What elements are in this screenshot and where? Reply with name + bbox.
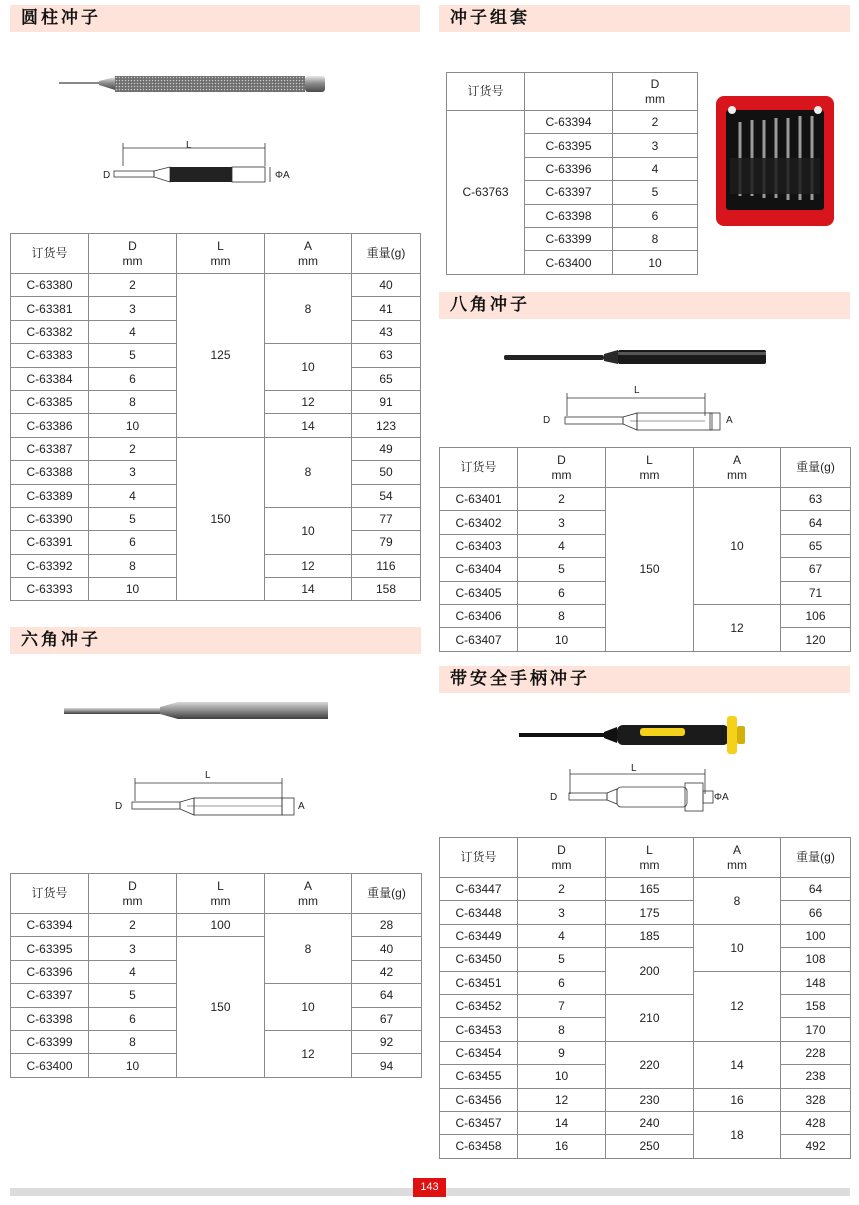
table-cell: 6 <box>518 971 606 994</box>
dim-label-d: D <box>103 170 111 181</box>
table-cell: 12 <box>694 971 781 1041</box>
table-cell: 8 <box>89 1030 177 1053</box>
table-cell: 91 <box>352 390 421 413</box>
punch-set-kit-photo <box>716 96 834 226</box>
table-cell: 4 <box>518 924 606 947</box>
dim-label-a: ΦA <box>714 792 729 803</box>
table-cell: 108 <box>781 948 851 971</box>
table-cell: 220 <box>606 1041 694 1088</box>
safety-grip-punch-photo <box>515 712 755 758</box>
table-cell: C-63384 <box>11 367 89 390</box>
table-cell: 66 <box>781 901 851 924</box>
table-cell: C-63403 <box>440 534 518 557</box>
table-cell: 3 <box>518 511 606 534</box>
section-title-punch-set: 冲子组套 <box>439 5 850 32</box>
table-cell: C-63394 <box>11 914 89 937</box>
table-cell: C-63404 <box>440 558 518 581</box>
pin-punch-diagram <box>100 140 300 190</box>
hex-punch-diagram <box>120 775 300 820</box>
col-header-l: L mm <box>177 234 265 274</box>
dim-label-l: L <box>631 763 637 774</box>
pin-punch-photo <box>55 70 330 100</box>
table-cell: C-63405 <box>440 581 518 604</box>
dim-label-d: D <box>543 415 551 426</box>
table-cell: 158 <box>352 578 421 601</box>
table-row <box>11 914 422 937</box>
table-cell: 40 <box>352 274 421 297</box>
table-cell: 170 <box>781 1018 851 1041</box>
table-cell: 63 <box>352 344 421 367</box>
table-cell: C-63406 <box>440 604 518 627</box>
table-cell: C-63395 <box>525 134 613 157</box>
table-cell: 5 <box>518 558 606 581</box>
table-cell: 6 <box>89 531 177 554</box>
table-row <box>440 1088 851 1111</box>
table-cell: 2 <box>613 111 698 134</box>
dim-label-a: ΦA <box>275 170 290 181</box>
table-cell: 16 <box>518 1135 606 1158</box>
table-cell: 4 <box>613 157 698 180</box>
col-header-a: A mm <box>265 874 352 914</box>
table-cell: 8 <box>518 604 606 627</box>
table-cell: 116 <box>352 554 421 577</box>
table-cell: C-63449 <box>440 924 518 947</box>
col-header-d: D mm <box>613 73 698 111</box>
table-cell: 2 <box>89 274 177 297</box>
table-cell: C-63399 <box>525 227 613 250</box>
punch-set-table <box>446 72 698 275</box>
col-header-weight: 重量(g) <box>781 838 851 878</box>
table-cell: C-63451 <box>440 971 518 994</box>
table-cell: 5 <box>89 507 177 530</box>
table-cell: 64 <box>352 984 422 1007</box>
table-cell: 10 <box>694 924 781 971</box>
table-cell: 12 <box>518 1088 606 1111</box>
table-row <box>440 994 851 1017</box>
page-number: 143 <box>413 1178 446 1197</box>
table-cell: C-63448 <box>440 901 518 924</box>
dim-label-l: L <box>186 140 192 151</box>
table-cell: 6 <box>89 367 177 390</box>
table-cell: 10 <box>518 628 606 651</box>
col-header-weight: 重量(g) <box>352 234 421 274</box>
table-cell: 185 <box>606 924 694 947</box>
table-cell: C-63398 <box>525 204 613 227</box>
table-cell: 10 <box>89 414 177 437</box>
table-cell: C-63400 <box>11 1054 89 1077</box>
table-cell: 43 <box>352 320 421 343</box>
table-cell: C-63402 <box>440 511 518 534</box>
col-header-weight: 重量(g) <box>781 448 851 488</box>
table-cell: 42 <box>352 960 422 983</box>
table-cell: C-63457 <box>440 1111 518 1134</box>
table-cell: 5 <box>613 181 698 204</box>
section-title-octagonal-punch: 八角冲子 <box>439 292 850 319</box>
table-row <box>440 1041 851 1064</box>
table-cell: 79 <box>352 531 421 554</box>
table-cell: 64 <box>781 511 851 534</box>
table-cell: 2 <box>89 914 177 937</box>
col-header-l: L mm <box>177 874 265 914</box>
table-cell: C-63385 <box>11 390 89 413</box>
table-cell: 3 <box>89 297 177 320</box>
table-cell: 6 <box>613 204 698 227</box>
pin-punch-table <box>10 233 421 601</box>
table-cell: 2 <box>518 488 606 511</box>
table-cell: 2 <box>518 878 606 901</box>
table-row <box>440 924 851 947</box>
table-cell: C-63447 <box>440 878 518 901</box>
table-cell: C-63454 <box>440 1041 518 1064</box>
table-cell: C-63407 <box>440 628 518 651</box>
table-cell: 148 <box>781 971 851 994</box>
table-row <box>440 1135 851 1158</box>
table-cell: C-63455 <box>440 1065 518 1088</box>
table-cell: C-63388 <box>11 461 89 484</box>
table-cell: 8 <box>265 437 352 507</box>
table-cell: C-63450 <box>440 948 518 971</box>
table-cell: 49 <box>352 437 421 460</box>
col-header-order: 订货号 <box>440 838 518 878</box>
table-row <box>11 937 422 960</box>
table-cell: 100 <box>177 914 265 937</box>
table-cell: 5 <box>89 984 177 1007</box>
col-header-a: A mm <box>694 838 781 878</box>
table-cell: 228 <box>781 1041 851 1064</box>
table-cell: C-63397 <box>525 181 613 204</box>
table-cell: 10 <box>265 984 352 1031</box>
col-header-order: 订货号 <box>447 73 525 111</box>
table-cell: 8 <box>613 227 698 250</box>
table-cell: C-63389 <box>11 484 89 507</box>
table-cell: 8 <box>694 878 781 925</box>
table-cell: 41 <box>352 297 421 320</box>
table-cell: C-63458 <box>440 1135 518 1158</box>
table-cell: 10 <box>89 578 177 601</box>
table-cell: 3 <box>89 937 177 960</box>
table-cell: C-63380 <box>11 274 89 297</box>
table-row <box>440 1111 851 1134</box>
table-cell: 12 <box>265 1030 352 1077</box>
table-cell: 150 <box>606 488 694 652</box>
table-cell: 92 <box>352 1030 422 1053</box>
table-cell: 5 <box>518 948 606 971</box>
table-cell: C-63400 <box>525 251 613 274</box>
table-cell: 150 <box>177 437 265 601</box>
table-cell: 3 <box>89 461 177 484</box>
dim-label-a: A <box>726 415 733 426</box>
table-row <box>440 878 851 901</box>
table-cell: C-63399 <box>11 1030 89 1053</box>
table-cell: 123 <box>352 414 421 437</box>
table-cell: 2 <box>89 437 177 460</box>
dim-label-a: A <box>298 801 305 812</box>
table-cell: 6 <box>518 581 606 604</box>
table-row <box>11 274 421 297</box>
table-cell: 328 <box>781 1088 851 1111</box>
table-cell: 65 <box>352 367 421 390</box>
table-cell: 6 <box>89 1007 177 1030</box>
table-row <box>447 111 698 134</box>
dim-label-d: D <box>115 801 123 812</box>
section-title-hex-punch: 六角冲子 <box>10 627 421 654</box>
table-cell: 64 <box>781 878 851 901</box>
table-cell: 10 <box>265 344 352 391</box>
table-cell: 14 <box>694 1041 781 1088</box>
table-cell: 492 <box>781 1135 851 1158</box>
table-cell: 14 <box>265 578 352 601</box>
table-cell: 40 <box>352 937 422 960</box>
dim-label-l: L <box>634 385 640 396</box>
octagonal-punch-table <box>439 447 851 652</box>
col-header-d: D mm <box>89 874 177 914</box>
col-header-a: A mm <box>694 448 781 488</box>
table-cell: 165 <box>606 878 694 901</box>
table-row <box>440 948 851 971</box>
table-cell: C-63386 <box>11 414 89 437</box>
table-cell: 428 <box>781 1111 851 1134</box>
col-header-l: L mm <box>606 448 694 488</box>
table-cell: C-63396 <box>525 157 613 180</box>
table-cell: 4 <box>89 320 177 343</box>
table-cell: C-63453 <box>440 1018 518 1041</box>
col-header-d: D mm <box>89 234 177 274</box>
table-cell: 94 <box>352 1054 422 1077</box>
table-cell: 4 <box>89 484 177 507</box>
safety-grip-punch-diagram <box>555 766 735 816</box>
table-cell: 8 <box>265 274 352 344</box>
table-row <box>440 488 851 511</box>
octagonal-punch-diagram <box>555 390 725 435</box>
dim-label-d: D <box>550 792 558 803</box>
table-cell: 63 <box>781 488 851 511</box>
table-cell: C-63456 <box>440 1088 518 1111</box>
table-cell: 125 <box>177 274 265 438</box>
table-cell: 50 <box>352 461 421 484</box>
table-row <box>11 437 421 460</box>
table-cell: 120 <box>781 628 851 651</box>
table-cell: 65 <box>781 534 851 557</box>
table-cell: 4 <box>89 960 177 983</box>
table-cell: C-63381 <box>11 297 89 320</box>
table-cell: 200 <box>606 948 694 995</box>
table-cell: 5 <box>89 344 177 367</box>
safety-grip-punch-table <box>439 837 851 1159</box>
table-cell: C-63387 <box>11 437 89 460</box>
table-cell: 71 <box>781 581 851 604</box>
table-cell: 10 <box>518 1065 606 1088</box>
table-cell: C-63398 <box>11 1007 89 1030</box>
table-cell: 7 <box>518 994 606 1017</box>
table-cell: C-63382 <box>11 320 89 343</box>
table-cell: 10 <box>613 251 698 274</box>
table-cell: C-63396 <box>11 960 89 983</box>
table-cell: 8 <box>89 390 177 413</box>
section-title-safety-grip-punch: 带安全手柄冲子 <box>439 666 850 693</box>
table-cell: 10 <box>89 1054 177 1077</box>
table-cell: 14 <box>265 414 352 437</box>
table-cell: 12 <box>265 554 352 577</box>
table-cell: 3 <box>613 134 698 157</box>
table-cell: 240 <box>606 1111 694 1134</box>
table-cell: 10 <box>265 507 352 554</box>
table-cell: 77 <box>352 507 421 530</box>
table-cell: 54 <box>352 484 421 507</box>
table-row <box>440 901 851 924</box>
table-cell: C-63383 <box>11 344 89 367</box>
hex-punch-photo <box>60 698 330 724</box>
table-cell: 3 <box>518 901 606 924</box>
table-cell: C-63390 <box>11 507 89 530</box>
table-cell: C-63394 <box>525 111 613 134</box>
table-cell: 14 <box>518 1111 606 1134</box>
table-cell: C-63392 <box>11 554 89 577</box>
table-cell: C-63401 <box>440 488 518 511</box>
table-cell: C-63452 <box>440 994 518 1017</box>
table-cell: 100 <box>781 924 851 947</box>
table-cell: 8 <box>89 554 177 577</box>
table-cell: 9 <box>518 1041 606 1064</box>
table-cell: 12 <box>265 390 352 413</box>
table-cell: 210 <box>606 994 694 1041</box>
col-header-weight: 重量(g) <box>352 874 422 914</box>
table-cell: 8 <box>518 1018 606 1041</box>
table-cell: 16 <box>694 1088 781 1111</box>
dim-label-l: L <box>205 770 211 781</box>
col-header-order: 订货号 <box>440 448 518 488</box>
table-cell: 106 <box>781 604 851 627</box>
table-cell: C-63395 <box>11 937 89 960</box>
table-cell: 158 <box>781 994 851 1017</box>
table-cell: 238 <box>781 1065 851 1088</box>
table-cell: 8 <box>265 914 352 984</box>
table-cell: 250 <box>606 1135 694 1158</box>
col-header-d: D mm <box>518 838 606 878</box>
table-cell: C-63397 <box>11 984 89 1007</box>
table-cell: C-63393 <box>11 578 89 601</box>
col-header-d: D mm <box>518 448 606 488</box>
table-cell: 10 <box>694 488 781 605</box>
table-cell: 12 <box>694 604 781 651</box>
table-cell: 4 <box>518 534 606 557</box>
section-title-pin-punch: 圆柱冲子 <box>10 5 420 32</box>
octagonal-punch-photo <box>500 347 770 367</box>
set-order-number: C-63763 <box>447 111 525 275</box>
table-cell: 28 <box>352 914 422 937</box>
hex-punch-table <box>10 873 422 1078</box>
table-cell: 175 <box>606 901 694 924</box>
table-cell: 18 <box>694 1111 781 1158</box>
col-header-order: 订货号 <box>11 234 89 274</box>
col-header-l: L mm <box>606 838 694 878</box>
table-cell: 67 <box>352 1007 422 1030</box>
table-cell: C-63391 <box>11 531 89 554</box>
table-cell: 230 <box>606 1088 694 1111</box>
table-cell: 150 <box>177 937 265 1077</box>
col-header-a: A mm <box>265 234 352 274</box>
table-cell: 67 <box>781 558 851 581</box>
col-header-order: 订货号 <box>11 874 89 914</box>
